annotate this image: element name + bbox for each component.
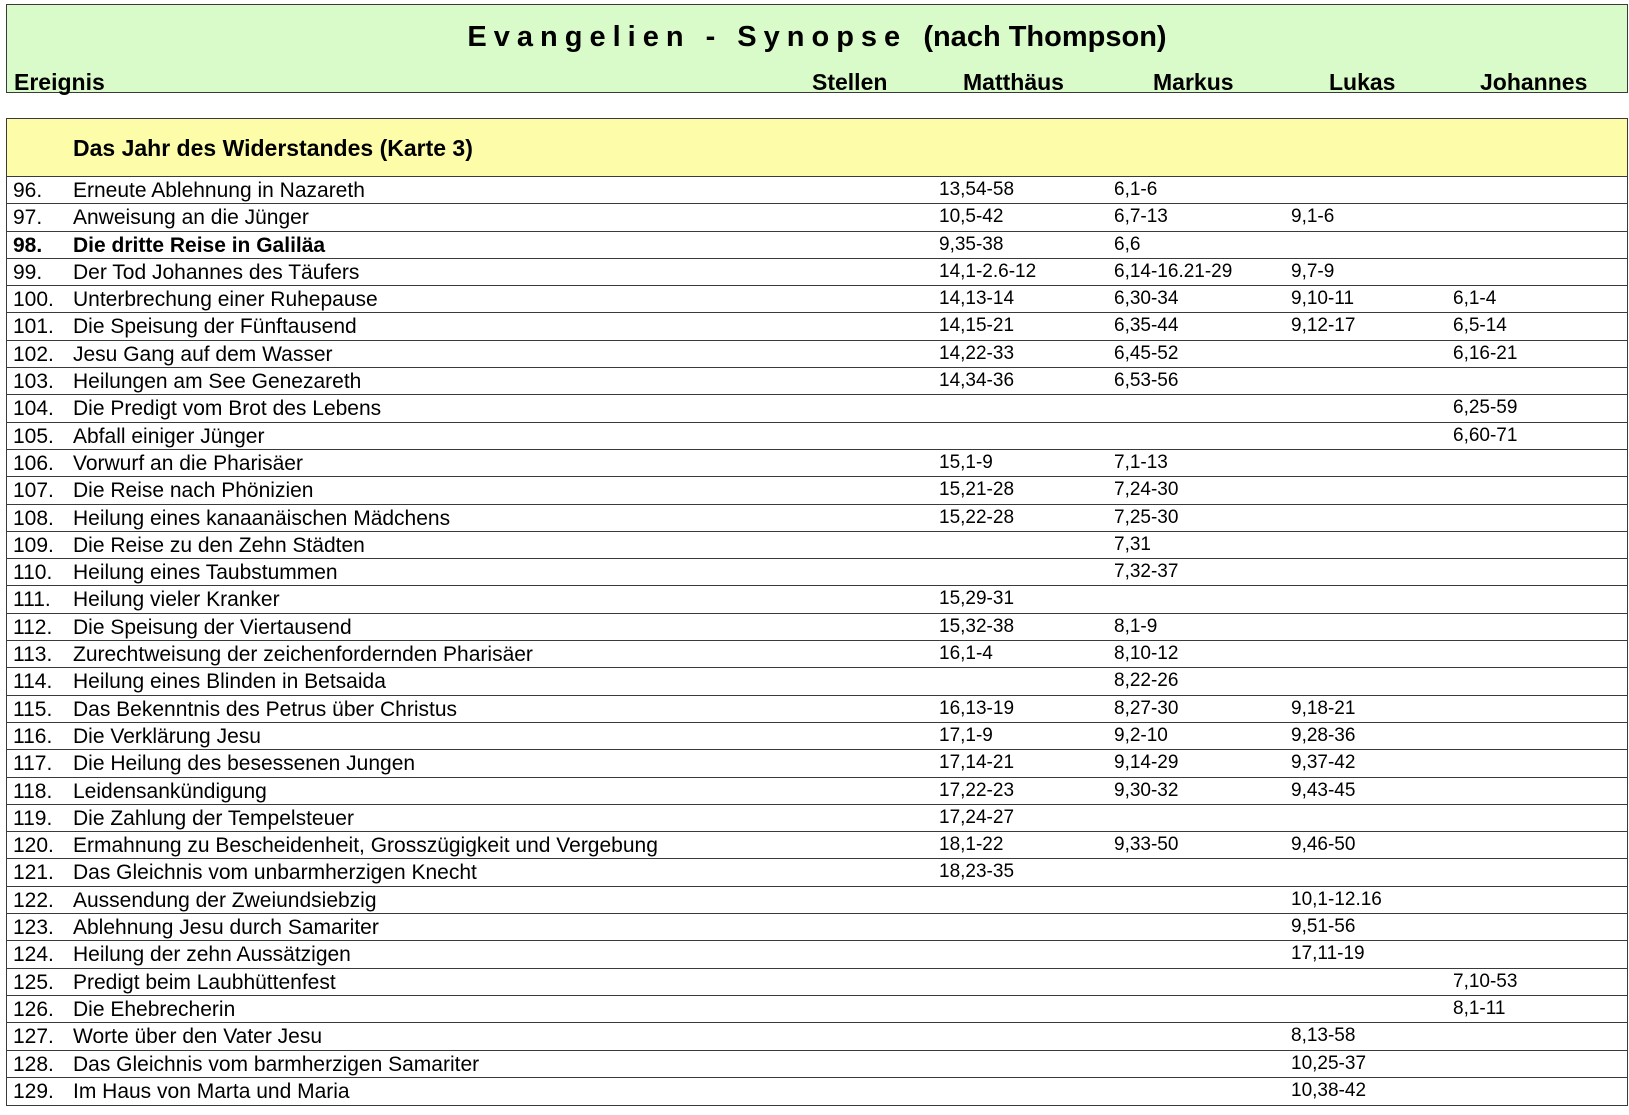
spacer [6,94,1628,118]
row-matthaeus: 13,54-58 [939,179,1015,200]
row-number: 100. [13,288,54,312]
row-matthaeus: 14,34-36 [939,370,1015,392]
row-event: Die Reise nach Phönizien [73,479,314,503]
row-event: Predigt beim Laubhüttenfest [73,970,336,994]
row-event: Aussendung der Zweiundsiebzig [73,888,377,912]
table-body [7,177,1627,1105]
row-number: 113. [13,643,53,667]
table-row [7,723,1627,750]
row-johannes: 8,1-11 [1453,997,1506,1019]
row-number: 120. [13,834,54,858]
table-row [7,887,1627,914]
row-number: 114. [13,670,53,694]
table-row [7,204,1627,231]
table-row [7,505,1627,532]
row-number: 96. [13,179,43,202]
row-matthaeus: 17,1-9 [939,724,993,746]
row-number: 105. [13,424,54,448]
title-main: Evangelien - Synopse [467,21,908,53]
row-event: Unterbrechung einer Ruhepause [73,288,378,312]
row-event: Die Speisung der Viertausend [73,615,352,639]
row-markus: 8,27-30 [1114,697,1179,719]
row-event: Vorwurf an die Pharisäer [73,451,303,475]
row-matthaeus: 14,1-2.6-12 [939,260,1037,282]
row-lukas: 10,38-42 [1291,1079,1367,1101]
row-markus: 6,30-34 [1114,288,1179,310]
table-row [7,614,1627,641]
row-number: 125. [13,970,54,994]
row-markus: 7,1-13 [1114,451,1168,473]
row-event: Zurechtweisung der zeichenfordernden Pharisäer [73,643,533,667]
row-number: 118. [13,779,53,803]
row-number: 129. [13,1079,54,1103]
row-event: Ablehnung Jesu durch Samariter [73,916,379,940]
row-matthaeus: 18,23-35 [939,861,1015,883]
table-row [7,232,1627,259]
row-lukas: 17,11-19 [1291,943,1365,965]
table-row [7,559,1627,586]
row-matthaeus: 16,1-4 [939,643,993,665]
table-row [7,696,1627,723]
row-event: Jesu Gang auf dem Wasser [73,342,333,366]
table-row [7,778,1627,805]
row-johannes: 6,5-14 [1453,315,1507,337]
row-lukas: 9,12-17 [1291,315,1356,337]
row-matthaeus: 17,14-21 [939,752,1015,774]
row-matthaeus: 14,22-33 [939,342,1015,364]
table-row [7,286,1627,313]
table-row [7,395,1627,422]
row-event: Leidensankündigung [73,779,267,803]
row-number: 115. [13,697,53,721]
row-number: 121. [13,861,54,885]
row-event: Heilungen am See Genezareth [73,370,362,394]
row-markus: 9,14-29 [1114,752,1179,774]
row-matthaeus: 9,35-38 [939,233,1004,255]
row-lukas: 9,51-56 [1291,916,1356,938]
row-number: 126. [13,997,54,1021]
row-event: Die Verklärung Jesu [73,724,261,748]
row-number: 101. [13,315,54,339]
row-lukas: 9,37-42 [1291,752,1356,774]
row-matthaeus: 17,24-27 [939,806,1015,828]
row-number: 128. [13,1052,54,1076]
row-johannes: 6,16-21 [1453,342,1518,364]
row-number: 102. [13,342,54,366]
row-matthaeus: 15,1-9 [939,451,993,473]
row-event: Der Tod Johannes des Täufers [73,260,360,284]
row-event: Anweisung an die Jünger [73,206,309,230]
table-row [7,969,1627,996]
row-markus: 6,1-6 [1114,179,1158,200]
row-matthaeus: 14,13-14 [939,288,1015,310]
row-matthaeus: 15,29-31 [939,588,1015,610]
table-row [7,177,1627,204]
row-event: Heilung vieler Kranker [73,588,280,612]
row-number: 104. [13,397,54,421]
row-markus: 6,7-13 [1114,206,1168,228]
row-matthaeus: 14,15-21 [939,315,1015,337]
row-event: Das Gleichnis vom unbarmherzigen Knecht [73,861,477,885]
table-row [7,477,1627,504]
row-event: Die dritte Reise in Galiläa [73,233,326,257]
row-event: Das Gleichnis vom barmherzigen Samariter [73,1052,480,1076]
row-matthaeus: 17,22-23 [939,779,1015,801]
row-lukas: 9,1-6 [1291,206,1335,228]
row-event: Heilung eines Taubstummen [73,561,338,585]
row-number: 109. [13,533,54,557]
row-matthaeus: 10,5-42 [939,206,1004,228]
table-row [7,859,1627,886]
row-johannes: 7,10-53 [1453,970,1518,992]
table-row [7,368,1627,395]
row-lukas: 10,1-12.16 [1291,888,1382,910]
row-johannes: 6,1-4 [1453,288,1497,310]
table-row [7,832,1627,859]
table-row [7,1078,1627,1105]
row-markus: 6,45-52 [1114,342,1179,364]
row-number: 110. [13,561,53,585]
row-number: 123. [13,916,54,940]
synopsis-table [6,118,1628,1106]
table-row [7,1051,1627,1078]
row-number: 117. [13,752,53,776]
table-row [7,750,1627,777]
table-row [7,914,1627,941]
table-row [7,1023,1627,1050]
row-number: 98. [13,233,43,257]
row-lukas: 8,13-58 [1291,1025,1356,1047]
row-event: Erneute Ablehnung in Nazareth [73,179,365,202]
table-row [7,805,1627,832]
row-event: Die Reise zu den Zehn Städten [73,533,365,557]
row-lukas: 9,18-21 [1291,697,1356,719]
page-title [7,21,1627,54]
row-markus: 7,25-30 [1114,506,1179,528]
row-markus: 7,24-30 [1114,479,1179,501]
sheet-header [6,4,1628,93]
row-number: 99. [13,260,43,284]
row-markus: 8,1-9 [1114,615,1158,637]
row-event: Die Zahlung der Tempelsteuer [73,806,354,830]
row-event: Die Predigt vom Brot des Lebens [73,397,382,421]
row-markus: 9,30-32 [1114,779,1179,801]
row-number: 103. [13,370,54,394]
row-matthaeus: 18,1-22 [939,834,1004,856]
row-event: Im Haus von Marta und Maria [73,1079,350,1103]
row-number: 97. [13,206,43,230]
row-markus: 6,14-16.21-29 [1114,260,1233,282]
table-row [7,313,1627,340]
row-matthaeus: 15,21-28 [939,479,1015,501]
row-event: Die Ehebrecherin [73,997,236,1021]
row-event: Abfall einiger Jünger [73,424,265,448]
row-matthaeus: 15,22-28 [939,506,1015,528]
row-markus: 8,22-26 [1114,670,1179,692]
row-markus: 9,33-50 [1114,834,1179,856]
row-event: Die Heilung des besessenen Jungen [73,752,416,776]
row-event: Heilung eines Blinden in Betsaida [73,670,386,694]
table-row [7,996,1627,1023]
row-number: 111. [13,588,51,612]
row-lukas: 9,43-45 [1291,779,1356,801]
section-title: Das Jahr des Widerstandes (Karte 3) [73,135,473,161]
row-event: Heilung der zehn Aussätzigen [73,943,351,967]
table-row [7,586,1627,613]
row-matthaeus: 15,32-38 [939,615,1015,637]
row-markus: 7,32-37 [1114,561,1179,583]
column-header-stellen: Stellen [812,69,888,95]
table-row [7,423,1627,450]
row-johannes: 6,25-59 [1453,397,1518,419]
table-row [7,941,1627,968]
table-row [7,668,1627,695]
table-row [7,450,1627,477]
row-markus: 6,6 [1114,233,1141,255]
table-row [7,532,1627,559]
row-number: 119. [13,806,53,830]
row-lukas: 9,46-50 [1291,834,1356,856]
row-markus: 6,53-56 [1114,370,1179,392]
row-number: 127. [13,1025,54,1049]
row-markus: 6,35-44 [1114,315,1179,337]
row-markus: 9,2-10 [1114,724,1168,746]
row-markus: 7,31 [1114,533,1151,555]
column-header-johannes: Johannes [1480,69,1588,95]
section-header [7,119,1627,177]
row-matthaeus: 16,13-19 [939,697,1015,719]
row-number: 106. [13,451,54,475]
row-number: 112. [13,615,53,639]
column-header-ereignis: Ereignis [14,69,105,95]
column-header-lukas: Lukas [1329,69,1396,95]
row-lukas: 10,25-37 [1291,1052,1367,1074]
row-lukas: 9,7-9 [1291,260,1335,282]
row-lukas: 9,10-11 [1291,288,1355,310]
row-number: 116. [13,724,53,748]
row-event: Worte über den Vater Jesu [73,1025,323,1049]
column-header-matthaeus: Matthäus [963,69,1064,95]
table-row [7,341,1627,368]
row-number: 108. [13,506,54,530]
row-number: 122. [13,888,54,912]
row-johannes: 6,60-71 [1453,424,1518,446]
row-number: 124. [13,943,54,967]
row-event: Heilung eines kanaanäischen Mädchens [73,506,451,530]
row-markus: 8,10-12 [1114,643,1179,665]
title-suffix: (nach Thompson) [923,21,1167,53]
row-lukas: 9,28-36 [1291,724,1356,746]
row-event: Die Speisung der Fünftausend [73,315,357,339]
row-event: Das Bekenntnis des Petrus über Christus [73,697,458,721]
table-row [7,259,1627,286]
table-row [7,641,1627,668]
column-header-markus: Markus [1153,69,1234,95]
row-number: 107. [13,479,54,503]
row-event: Ermahnung zu Bescheidenheit, Grosszügigkeit und Vergebung [73,834,658,858]
